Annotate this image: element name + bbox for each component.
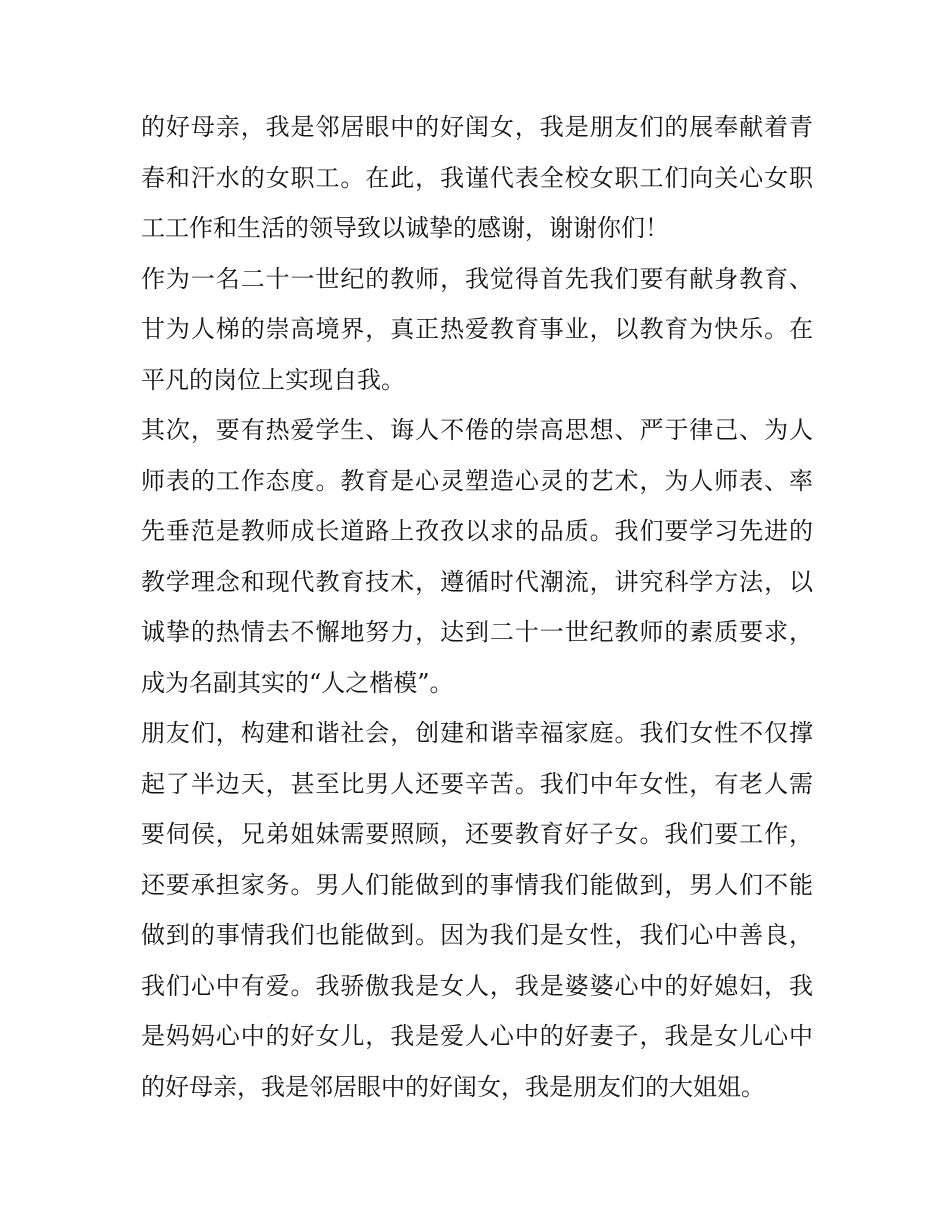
text-line: 成为名副其实的“人之楷模”。 bbox=[141, 668, 454, 697]
text-line: 平凡的岗位上实现自我。 bbox=[141, 365, 405, 394]
text-line: 诚挚的热情去不懈地努力，达到二十一世纪教师的素质要求， bbox=[141, 618, 813, 646]
text-line: 教学理念和现代教育技术，遵循时代潮流，讲究科学方法，以 bbox=[141, 567, 813, 596]
text-line: 其次，要有热爱学生、诲人不倦的崇高思想、严于律己、为人 bbox=[141, 416, 813, 444]
text-line: 工工作和生活的领导致以诚挚的感谢，谢谢你们！ bbox=[141, 214, 669, 242]
text-line: 我们心中有爱。我骄傲我是女人，我是婆婆心中的好媳妇，我 bbox=[141, 971, 813, 1000]
text-line: 作为一名二十一世纪的教师，我觉得首先我们要有献身教育、 bbox=[141, 264, 813, 293]
text-line: 春和汗水的女职工。在此，我谨代表全校女职工们向关心女职 bbox=[141, 163, 813, 192]
text-line: 是妈妈心中的好女儿，我是爱人心中的好妻子，我是女儿心中 bbox=[141, 1022, 813, 1050]
text-line: 甘为人梯的崇高境界，真正热爱教育事业，以教育为快乐。在 bbox=[141, 315, 813, 343]
body-text bbox=[141, 102, 813, 1112]
text-line: 要伺侯，兄弟姐妹需要照顾，还要教育好子女。我们要工作， bbox=[141, 820, 813, 848]
text-line: 的好母亲，我是邻居眼中的好闺女，我是朋友们的大姐姐。 bbox=[141, 1072, 765, 1101]
text-line: 还要承担家务。男人们能做到的事情我们能做到，男人们不能 bbox=[141, 870, 813, 899]
text-line: 的好母亲，我是邻居眼中的好闺女，我是朋友们的展奉献着青 bbox=[141, 113, 813, 141]
text-line: 朋友们，构建和谐社会，创建和谐幸福家庭。我们女性不仅撑 bbox=[141, 719, 813, 747]
text-line: 起了半边天，甚至比男人还要辛苦。我们中年女性，有老人需 bbox=[141, 769, 813, 798]
text-line: 先垂范是教师成长道路上孜孜以求的品质。我们要学习先进的 bbox=[141, 517, 813, 545]
text-line: 师表的工作态度。教育是心灵塑造心灵的艺术，为人师表、率 bbox=[141, 466, 813, 495]
text-line: 做到的事情我们也能做到。因为我们是女性，我们心中善良， bbox=[141, 921, 813, 949]
